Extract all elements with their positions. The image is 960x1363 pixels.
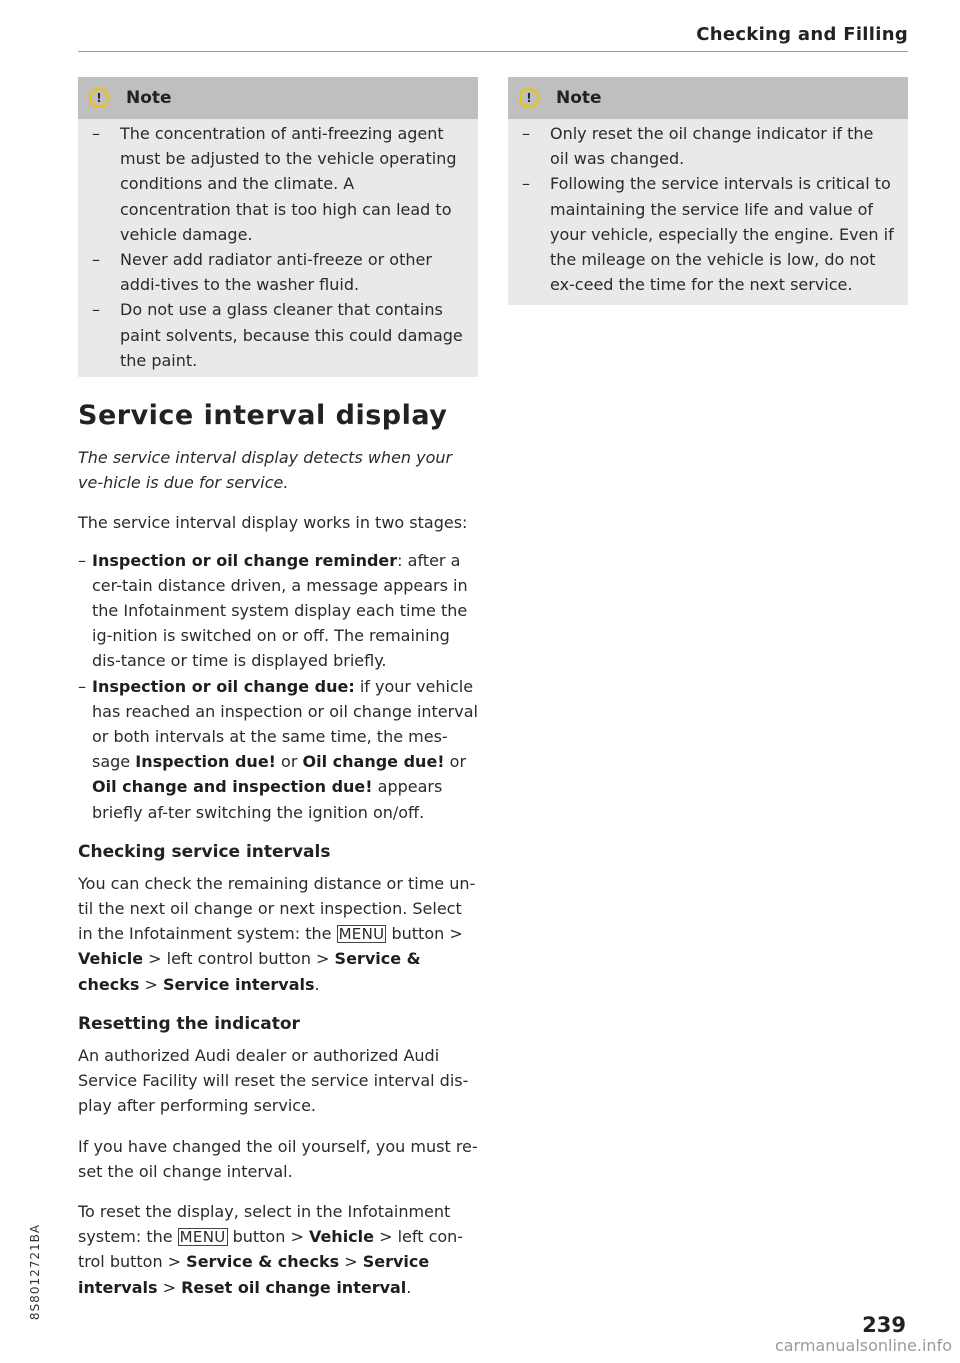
- subheading-checking: Checking service intervals: [78, 841, 331, 862]
- left-column: [78, 77, 478, 1300]
- message-label: Oil change due!: [302, 752, 445, 772]
- text: button >: [386, 924, 463, 944]
- list-item-reminder: [78, 548, 478, 674]
- note-box-left: [78, 77, 478, 377]
- text: >: [157, 1277, 182, 1297]
- note-item: – Following the service intervals is critical to maintaining the service life and value of your vehicle, especially the engine. Even if the mileage on the vehicle is low, do not ex-ceed the time for the next service.: [522, 171, 894, 297]
- list-text: appears briefly af-ter switching the ignition on/off.: [92, 777, 443, 822]
- list-item-due: [78, 674, 478, 825]
- menu-path-service-checks: Service & checks: [186, 1252, 340, 1272]
- paragraph-reset-steps: [78, 1199, 478, 1300]
- header-rule: [78, 51, 908, 52]
- text: >: [339, 1252, 363, 1272]
- note-header: [508, 77, 908, 119]
- document-code: [27, 1207, 43, 1337]
- menu-key-label: MENU: [179, 1228, 226, 1247]
- term-label: Inspection or oil change due:: [92, 676, 355, 696]
- menu-path-vehicle: Vehicle: [78, 949, 144, 969]
- list-text: : after a cer-tain distance driven, a message appears in the Infotainment system display each time the ig-nition is switched on or off. The remaining dis-tance or time is displayed briefly.: [92, 550, 468, 671]
- text: .: [406, 1277, 412, 1297]
- menu-path-service-intervals: Service intervals: [78, 1252, 430, 1297]
- menu-key-label: MENU: [338, 925, 385, 944]
- section-title: Service interval display: [78, 400, 448, 432]
- subheading-resetting: Resetting the indicator: [78, 1013, 300, 1034]
- warning-circle-icon: !: [89, 88, 109, 108]
- watermark: carmanualsonline.info: [774, 1336, 952, 1355]
- paragraph-checking: [78, 871, 478, 997]
- text: button >: [227, 1227, 309, 1247]
- text: To reset the display, select in the Infotainment system: the: [78, 1201, 451, 1247]
- text: > left control button >: [143, 949, 335, 969]
- note-header: [78, 77, 478, 119]
- note-title: Note: [556, 88, 602, 108]
- list-text: or: [275, 752, 303, 772]
- warning-circle-icon: !: [519, 88, 539, 108]
- note-box-right: [508, 77, 908, 305]
- message-label: Inspection due!: [135, 752, 276, 772]
- term-label: Inspection or oil change reminder: [92, 550, 398, 570]
- stage-list: [78, 548, 478, 825]
- note-body: [508, 119, 908, 305]
- note-item: – Never add radiator anti-freeze or other addi-tives to the washer fluid.: [92, 247, 464, 297]
- paragraph: If you have changed the oil yourself, you must re-set the oil change interval.: [78, 1136, 478, 1181]
- menu-path-service-intervals: Service intervals: [162, 974, 315, 994]
- text: > left con-trol button >: [78, 1227, 464, 1272]
- page-header-title: Checking and Filling: [696, 24, 908, 45]
- page-number: 239: [862, 1313, 906, 1337]
- note-item: – The concentration of anti-freezing agent must be adjusted to the vehicle operating conditions and the climate. A concentration that is too high can lead to vehicle damage.: [92, 121, 464, 247]
- list-text: if your vehicle has reached an inspection or oil change interval or both intervals at the same time, the mes-sage: [92, 676, 478, 772]
- menu-path-vehicle: Vehicle: [308, 1227, 374, 1247]
- note-item: – Only reset the oil change indicator if the oil was changed.: [522, 121, 894, 171]
- section-intro: The service interval display detects when your ve-hicle is due for service.: [78, 448, 453, 493]
- paragraph: An authorized Audi dealer or authorized Audi Service Facility will reset the service interval dis-play after performing service.: [78, 1045, 469, 1116]
- text: You can check the remaining distance or time un-til the next oil change or next inspection. Select in the Infotainment system: the: [78, 873, 476, 944]
- note-title: Note: [126, 88, 172, 108]
- document-code-text: 8S8012721BA: [28, 1223, 42, 1321]
- note-item: – Do not use a glass cleaner that contains paint solvents, because this could damage the paint.: [92, 297, 464, 373]
- menu-path-service-checks: Service & checks: [78, 949, 421, 994]
- text: .: [314, 974, 320, 994]
- menu-path-reset: Reset oil change interval: [181, 1277, 407, 1297]
- right-column: [508, 77, 908, 305]
- note-body: [78, 119, 478, 377]
- text: >: [139, 974, 163, 994]
- paragraph: The service interval display works in two stages:: [78, 513, 468, 533]
- message-label: Oil change and inspection due!: [92, 777, 373, 797]
- list-text: or: [444, 752, 467, 772]
